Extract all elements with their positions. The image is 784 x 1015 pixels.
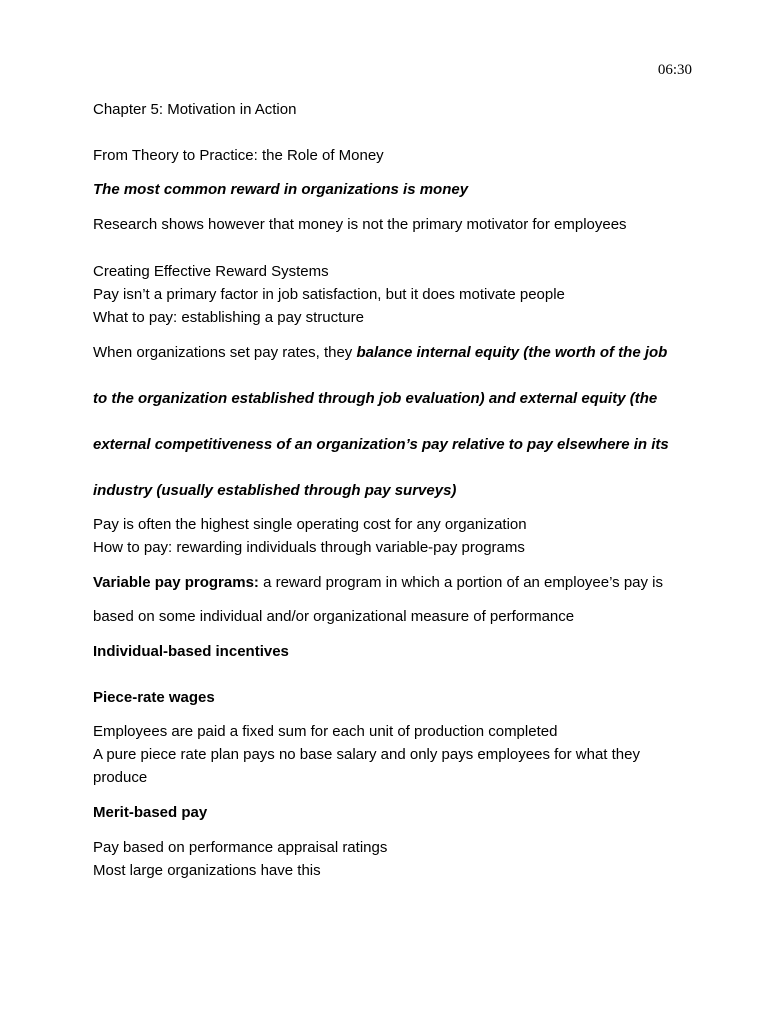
money-heading: From Theory to Practice: the Role of Money (93, 147, 384, 164)
equity-intro: When organizations set pay rates, they (93, 344, 357, 361)
money-research: Research shows however that money is not the primary motivator for employees (93, 216, 627, 233)
pay-cost-line: Pay is often the highest single operating cost for any organization (93, 516, 527, 533)
merit-pay-line-1: Pay based on performance appraisal ratings (93, 839, 388, 856)
equity-paragraph-line-1 (93, 343, 667, 363)
equity-emphasis-2: to the organization established through job evaluation) and external equity (the (93, 390, 658, 407)
chapter-title: Chapter 5: Motivation in Action (93, 101, 297, 118)
variable-pay-line-1 (93, 573, 663, 593)
rewards-line-2: What to pay: establishing a pay structure (93, 309, 364, 326)
variable-pay-line-2: based on some individual and/or organizational measure of performance (93, 608, 575, 625)
variable-pay-term: Variable pay programs: (93, 574, 259, 591)
merit-pay-heading: Merit-based pay (93, 804, 208, 821)
equity-emphasis-4: industry (usually established through pay surveys) (93, 482, 457, 499)
money-emphasis: The most common reward in organizations is money (93, 181, 469, 198)
rewards-line-1: Pay isn’t a primary factor in job satisfaction, but it does motivate people (93, 286, 565, 303)
piece-rate-line-1: Employees are paid a fixed sum for each unit of production completed (93, 723, 558, 740)
merit-pay-line-2: Most large organizations have this (93, 862, 321, 879)
how-to-pay-line: How to pay: rewarding individuals through variable-pay programs (93, 539, 525, 556)
header-time: 06:30 (657, 62, 692, 78)
variable-pay-definition: a reward program in which a portion of an employee’s pay is (258, 574, 664, 591)
piece-rate-line-3: produce (93, 769, 148, 786)
individual-incentives-heading: Individual-based incentives (93, 643, 289, 660)
rewards-heading: Creating Effective Reward Systems (93, 263, 329, 280)
equity-emphasis-1: balance internal equity (the worth of the job (356, 344, 668, 361)
piece-rate-line-2: A pure piece rate plan pays no base salary and only pays employees for what they (93, 746, 640, 763)
piece-rate-heading: Piece-rate wages (93, 689, 215, 706)
equity-emphasis-3: external competitiveness of an organization’s pay relative to pay elsewhere in its (93, 436, 669, 453)
